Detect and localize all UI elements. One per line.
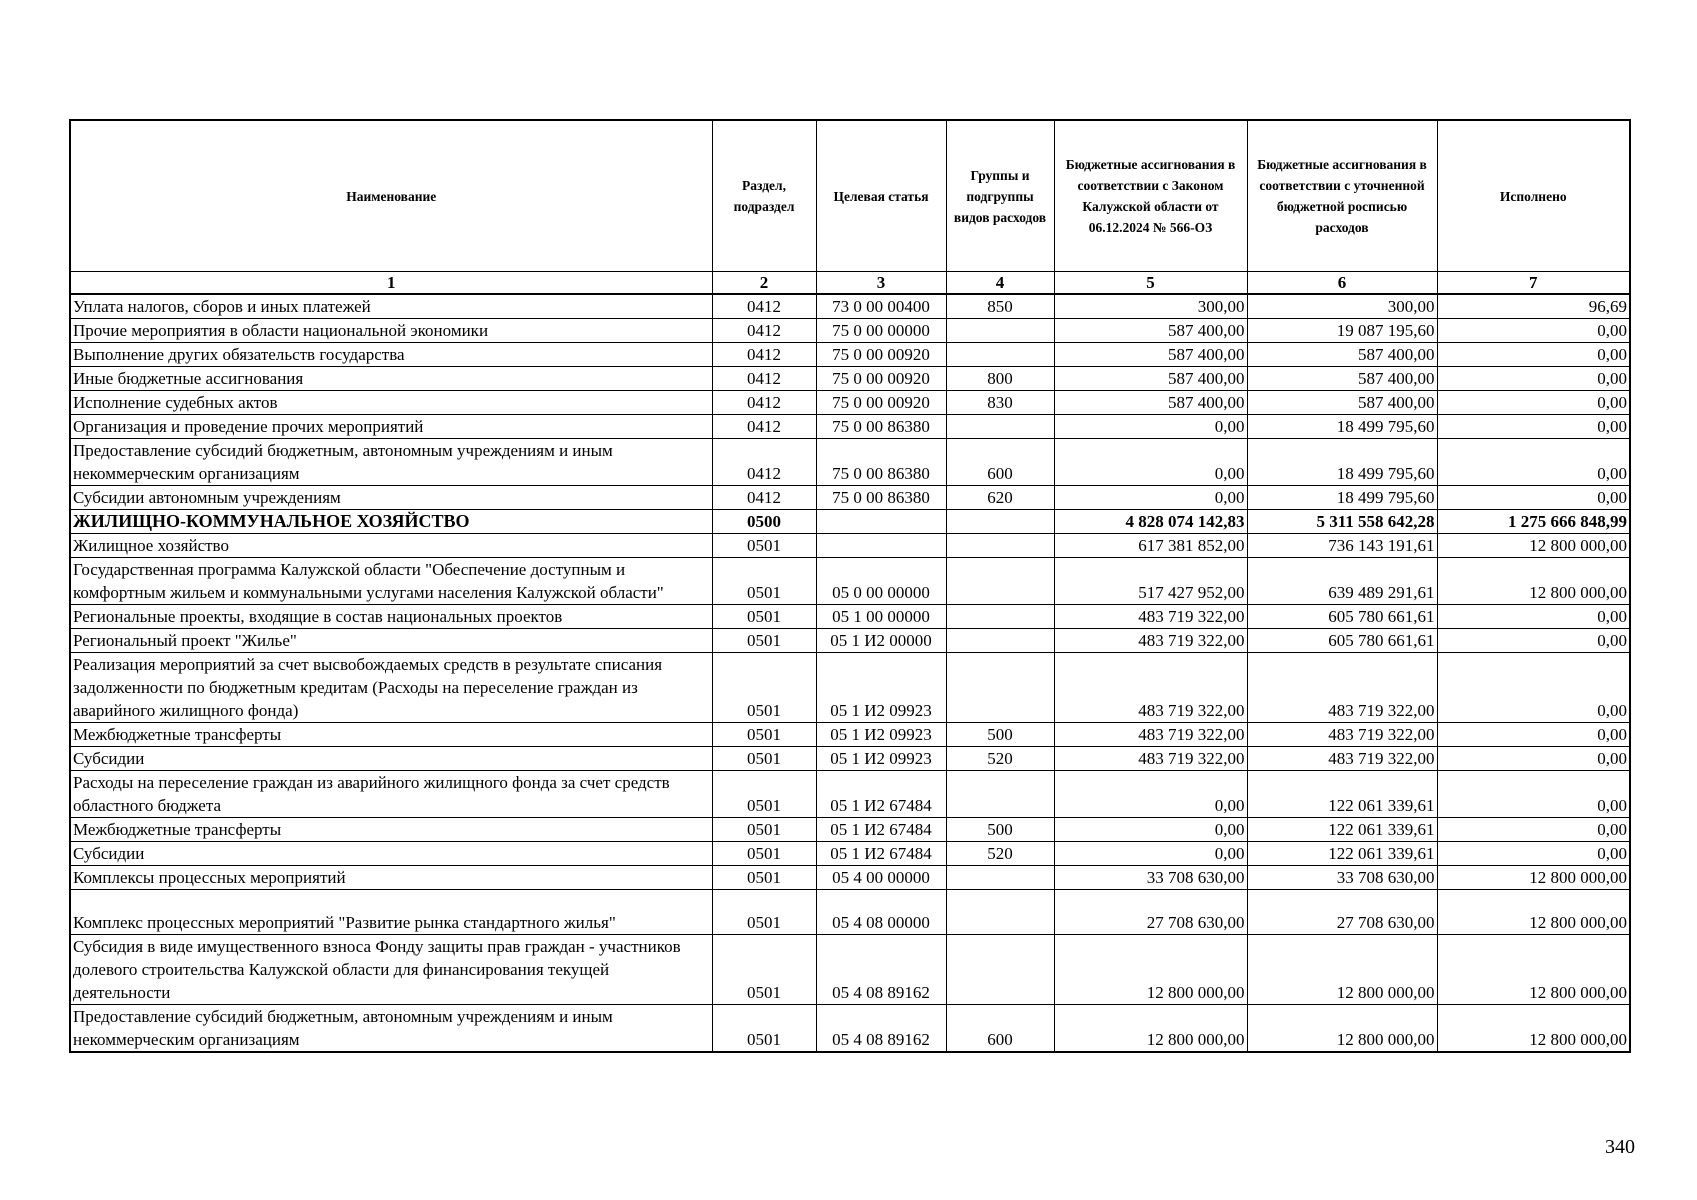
cell-law-allocation: 0,00 xyxy=(1054,415,1247,439)
cell-target xyxy=(816,534,946,558)
cell-law-allocation: 4 828 074 142,83 xyxy=(1054,510,1247,534)
cell-group xyxy=(946,605,1054,629)
cell-law-allocation: 12 800 000,00 xyxy=(1054,935,1247,1005)
cell-refined-allocation: 19 087 195,60 xyxy=(1247,319,1437,343)
cell-name: Прочие мероприятия в области национальной экономики xyxy=(70,319,712,343)
cell-refined-allocation: 587 400,00 xyxy=(1247,391,1437,415)
cell-group: 600 xyxy=(946,439,1054,486)
cell-executed: 0,00 xyxy=(1437,415,1630,439)
cell-target: 75 0 00 00920 xyxy=(816,367,946,391)
cell-executed: 12 800 000,00 xyxy=(1437,1005,1630,1053)
cell-section: 0412 xyxy=(712,343,816,367)
table-row xyxy=(70,747,1630,771)
cell-law-allocation: 587 400,00 xyxy=(1054,391,1247,415)
cell-target: 73 0 00 00400 xyxy=(816,294,946,319)
cell-section: 0412 xyxy=(712,486,816,510)
table-row xyxy=(70,629,1630,653)
cell-group xyxy=(946,866,1054,890)
table-row xyxy=(70,319,1630,343)
table-row xyxy=(70,605,1630,629)
cell-name: Государственная программа Калужской области "Обеспечение доступным и комфортным жильем и коммунальными услугами населения Калужской области" xyxy=(70,558,712,605)
cell-group xyxy=(946,629,1054,653)
header-name: Наименование xyxy=(70,120,712,272)
cell-executed: 0,00 xyxy=(1437,343,1630,367)
cell-refined-allocation: 122 061 339,61 xyxy=(1247,818,1437,842)
cell-target: 05 4 00 00000 xyxy=(816,866,946,890)
cell-target: 05 1 И2 67484 xyxy=(816,818,946,842)
cell-group: 800 xyxy=(946,367,1054,391)
cell-law-allocation: 0,00 xyxy=(1054,439,1247,486)
cell-executed: 0,00 xyxy=(1437,439,1630,486)
table-row xyxy=(70,439,1630,486)
cell-executed: 0,00 xyxy=(1437,653,1630,723)
column-number: 7 xyxy=(1437,272,1630,295)
cell-name: Предоставление субсидий бюджетным, автономным учреждениям и иным некоммерческим организациям xyxy=(70,1005,712,1053)
cell-executed: 0,00 xyxy=(1437,747,1630,771)
table-row xyxy=(70,294,1630,319)
cell-refined-allocation: 122 061 339,61 xyxy=(1247,771,1437,818)
cell-refined-allocation: 300,00 xyxy=(1247,294,1437,319)
cell-refined-allocation: 736 143 191,61 xyxy=(1247,534,1437,558)
table-row xyxy=(70,367,1630,391)
cell-target: 75 0 00 00920 xyxy=(816,391,946,415)
cell-name: Иные бюджетные ассигнования xyxy=(70,367,712,391)
cell-executed: 0,00 xyxy=(1437,818,1630,842)
cell-law-allocation: 0,00 xyxy=(1054,771,1247,818)
cell-executed: 0,00 xyxy=(1437,723,1630,747)
column-number-row xyxy=(70,272,1630,295)
cell-group xyxy=(946,653,1054,723)
cell-group: 830 xyxy=(946,391,1054,415)
header-target: Целевая статья xyxy=(816,120,946,272)
cell-law-allocation: 33 708 630,00 xyxy=(1054,866,1247,890)
table-row xyxy=(70,890,1630,935)
cell-name: Комплексы процессных мероприятий xyxy=(70,866,712,890)
cell-group xyxy=(946,771,1054,818)
cell-target: 75 0 00 86380 xyxy=(816,439,946,486)
cell-group xyxy=(946,935,1054,1005)
cell-executed: 12 800 000,00 xyxy=(1437,558,1630,605)
cell-refined-allocation: 18 499 795,60 xyxy=(1247,439,1437,486)
cell-executed: 0,00 xyxy=(1437,842,1630,866)
cell-section: 0412 xyxy=(712,415,816,439)
cell-executed: 0,00 xyxy=(1437,486,1630,510)
table-row xyxy=(70,510,1630,534)
column-number: 1 xyxy=(70,272,712,295)
cell-executed: 1 275 666 848,99 xyxy=(1437,510,1630,534)
header-section: Раздел, подраздел xyxy=(712,120,816,272)
cell-refined-allocation: 483 719 322,00 xyxy=(1247,747,1437,771)
cell-name: Исполнение судебных актов xyxy=(70,391,712,415)
cell-refined-allocation: 483 719 322,00 xyxy=(1247,653,1437,723)
cell-group: 520 xyxy=(946,842,1054,866)
cell-section: 0501 xyxy=(712,534,816,558)
cell-refined-allocation: 122 061 339,61 xyxy=(1247,842,1437,866)
cell-target: 05 1 И2 09923 xyxy=(816,653,946,723)
cell-refined-allocation: 639 489 291,61 xyxy=(1247,558,1437,605)
cell-law-allocation: 587 400,00 xyxy=(1054,367,1247,391)
cell-target: 05 0 00 00000 xyxy=(816,558,946,605)
cell-group: 500 xyxy=(946,818,1054,842)
cell-executed: 12 800 000,00 xyxy=(1437,534,1630,558)
cell-refined-allocation: 33 708 630,00 xyxy=(1247,866,1437,890)
cell-target: 75 0 00 86380 xyxy=(816,486,946,510)
cell-section: 0501 xyxy=(712,653,816,723)
cell-group: 620 xyxy=(946,486,1054,510)
cell-law-allocation: 27 708 630,00 xyxy=(1054,890,1247,935)
cell-refined-allocation: 18 499 795,60 xyxy=(1247,415,1437,439)
cell-section: 0412 xyxy=(712,294,816,319)
table-row xyxy=(70,842,1630,866)
cell-executed: 12 800 000,00 xyxy=(1437,866,1630,890)
column-number: 3 xyxy=(816,272,946,295)
cell-refined-allocation: 27 708 630,00 xyxy=(1247,890,1437,935)
cell-target: 75 0 00 00920 xyxy=(816,343,946,367)
cell-group: 600 xyxy=(946,1005,1054,1053)
cell-section: 0501 xyxy=(712,1005,816,1053)
cell-name: Региональный проект "Жилье" xyxy=(70,629,712,653)
table-body xyxy=(70,294,1630,1052)
cell-executed: 0,00 xyxy=(1437,391,1630,415)
cell-executed: 0,00 xyxy=(1437,771,1630,818)
header-row xyxy=(70,120,1630,272)
cell-law-allocation: 0,00 xyxy=(1054,818,1247,842)
table-row xyxy=(70,818,1630,842)
cell-refined-allocation: 12 800 000,00 xyxy=(1247,935,1437,1005)
cell-target: 05 1 00 00000 xyxy=(816,605,946,629)
cell-executed: 12 800 000,00 xyxy=(1437,935,1630,1005)
cell-law-allocation: 483 719 322,00 xyxy=(1054,605,1247,629)
cell-name: Жилищное хозяйство xyxy=(70,534,712,558)
cell-name: Субсидии автономным учреждениям xyxy=(70,486,712,510)
cell-group: 500 xyxy=(946,723,1054,747)
table-row xyxy=(70,866,1630,890)
cell-name: Выполнение других обязательств государства xyxy=(70,343,712,367)
cell-refined-allocation: 483 719 322,00 xyxy=(1247,723,1437,747)
cell-group xyxy=(946,510,1054,534)
cell-refined-allocation: 5 311 558 642,28 xyxy=(1247,510,1437,534)
cell-name: Субсидии xyxy=(70,747,712,771)
cell-law-allocation: 0,00 xyxy=(1054,842,1247,866)
table-row xyxy=(70,415,1630,439)
cell-section: 0501 xyxy=(712,723,816,747)
header-executed: Исполнено xyxy=(1437,120,1630,272)
cell-refined-allocation: 18 499 795,60 xyxy=(1247,486,1437,510)
budget-table xyxy=(69,119,1631,1053)
table-row xyxy=(70,558,1630,605)
cell-group xyxy=(946,534,1054,558)
cell-target: 75 0 00 86380 xyxy=(816,415,946,439)
cell-executed: 0,00 xyxy=(1437,629,1630,653)
cell-target xyxy=(816,510,946,534)
column-number: 2 xyxy=(712,272,816,295)
header-law-allocation: Бюджетные ассигнования в соответствии с Законом Калужской области от 06.12.2024 № 566-ОЗ xyxy=(1054,120,1247,272)
column-number: 6 xyxy=(1247,272,1437,295)
cell-law-allocation: 587 400,00 xyxy=(1054,319,1247,343)
cell-name: Межбюджетные трансферты xyxy=(70,723,712,747)
cell-law-allocation: 0,00 xyxy=(1054,486,1247,510)
cell-section: 0501 xyxy=(712,605,816,629)
cell-section: 0501 xyxy=(712,771,816,818)
cell-name: Субсидии xyxy=(70,842,712,866)
cell-executed: 0,00 xyxy=(1437,605,1630,629)
table-row xyxy=(70,534,1630,558)
cell-refined-allocation: 587 400,00 xyxy=(1247,343,1437,367)
cell-law-allocation: 483 719 322,00 xyxy=(1054,723,1247,747)
cell-group xyxy=(946,343,1054,367)
cell-section: 0501 xyxy=(712,629,816,653)
cell-target: 05 1 И2 09923 xyxy=(816,723,946,747)
header-refined-allocation: Бюджетные ассигнования в соответствии с уточненной бюджетной росписью расходов xyxy=(1247,120,1437,272)
cell-section: 0500 xyxy=(712,510,816,534)
cell-group: 850 xyxy=(946,294,1054,319)
cell-refined-allocation: 605 780 661,61 xyxy=(1247,605,1437,629)
cell-name: Реализация мероприятий за счет высвобождаемых средств в результате списания задолженности по бюджетным кредитам (Расходы на переселение граждан из аварийного жилищного фонда) xyxy=(70,653,712,723)
cell-refined-allocation: 605 780 661,61 xyxy=(1247,629,1437,653)
cell-group xyxy=(946,558,1054,605)
cell-target: 05 4 08 89162 xyxy=(816,935,946,1005)
cell-group xyxy=(946,890,1054,935)
cell-target: 05 1 И2 00000 xyxy=(816,629,946,653)
cell-section: 0501 xyxy=(712,747,816,771)
cell-refined-allocation: 587 400,00 xyxy=(1247,367,1437,391)
cell-name: Комплекс процессных мероприятий "Развитие рынка стандартного жилья" xyxy=(70,890,712,935)
cell-law-allocation: 517 427 952,00 xyxy=(1054,558,1247,605)
cell-section: 0501 xyxy=(712,866,816,890)
cell-executed: 96,69 xyxy=(1437,294,1630,319)
cell-name: Субсидия в виде имущественного взноса Фонду защиты прав граждан - участников долевого строительства Калужской области для финансирования текущей деятельности xyxy=(70,935,712,1005)
cell-law-allocation: 12 800 000,00 xyxy=(1054,1005,1247,1053)
cell-name: Межбюджетные трансферты xyxy=(70,818,712,842)
table-row xyxy=(70,723,1630,747)
table-row xyxy=(70,486,1630,510)
cell-law-allocation: 587 400,00 xyxy=(1054,343,1247,367)
cell-law-allocation: 483 719 322,00 xyxy=(1054,747,1247,771)
cell-target: 05 4 08 89162 xyxy=(816,1005,946,1053)
cell-law-allocation: 617 381 852,00 xyxy=(1054,534,1247,558)
cell-section: 0501 xyxy=(712,818,816,842)
column-number: 5 xyxy=(1054,272,1247,295)
cell-name: Организация и проведение прочих мероприятий xyxy=(70,415,712,439)
table-row xyxy=(70,771,1630,818)
cell-law-allocation: 300,00 xyxy=(1054,294,1247,319)
cell-section: 0501 xyxy=(712,890,816,935)
cell-section: 0501 xyxy=(712,558,816,605)
table-row xyxy=(70,391,1630,415)
cell-executed: 12 800 000,00 xyxy=(1437,890,1630,935)
cell-section: 0412 xyxy=(712,319,816,343)
cell-name: Уплата налогов, сборов и иных платежей xyxy=(70,294,712,319)
table-row xyxy=(70,653,1630,723)
cell-section: 0501 xyxy=(712,935,816,1005)
cell-executed: 0,00 xyxy=(1437,367,1630,391)
cell-executed: 0,00 xyxy=(1437,319,1630,343)
cell-section: 0501 xyxy=(712,842,816,866)
cell-group xyxy=(946,319,1054,343)
cell-section: 0412 xyxy=(712,391,816,415)
cell-refined-allocation: 12 800 000,00 xyxy=(1247,1005,1437,1053)
cell-law-allocation: 483 719 322,00 xyxy=(1054,629,1247,653)
cell-name: Предоставление субсидий бюджетным, автономным учреждениям и иным некоммерческим организациям xyxy=(70,439,712,486)
cell-name: ЖИЛИЩНО-КОММУНАЛЬНОЕ ХОЗЯЙСТВО xyxy=(70,510,712,534)
cell-law-allocation: 483 719 322,00 xyxy=(1054,653,1247,723)
cell-name: Региональные проекты, входящие в состав национальных проектов xyxy=(70,605,712,629)
page-number: 340 xyxy=(1605,1136,1635,1158)
cell-section: 0412 xyxy=(712,439,816,486)
cell-target: 05 4 08 00000 xyxy=(816,890,946,935)
cell-target: 05 1 И2 67484 xyxy=(816,771,946,818)
table-row xyxy=(70,1005,1630,1053)
cell-name: Расходы на переселение граждан из аварийного жилищного фонда за счет средств областного бюджета xyxy=(70,771,712,818)
cell-target: 75 0 00 00000 xyxy=(816,319,946,343)
cell-target: 05 1 И2 67484 xyxy=(816,842,946,866)
cell-target: 05 1 И2 09923 xyxy=(816,747,946,771)
table-row xyxy=(70,935,1630,1005)
cell-group: 520 xyxy=(946,747,1054,771)
header-group: Группы и подгруппы видов расходов xyxy=(946,120,1054,272)
cell-section: 0412 xyxy=(712,367,816,391)
column-number: 4 xyxy=(946,272,1054,295)
cell-group xyxy=(946,415,1054,439)
table-row xyxy=(70,343,1630,367)
